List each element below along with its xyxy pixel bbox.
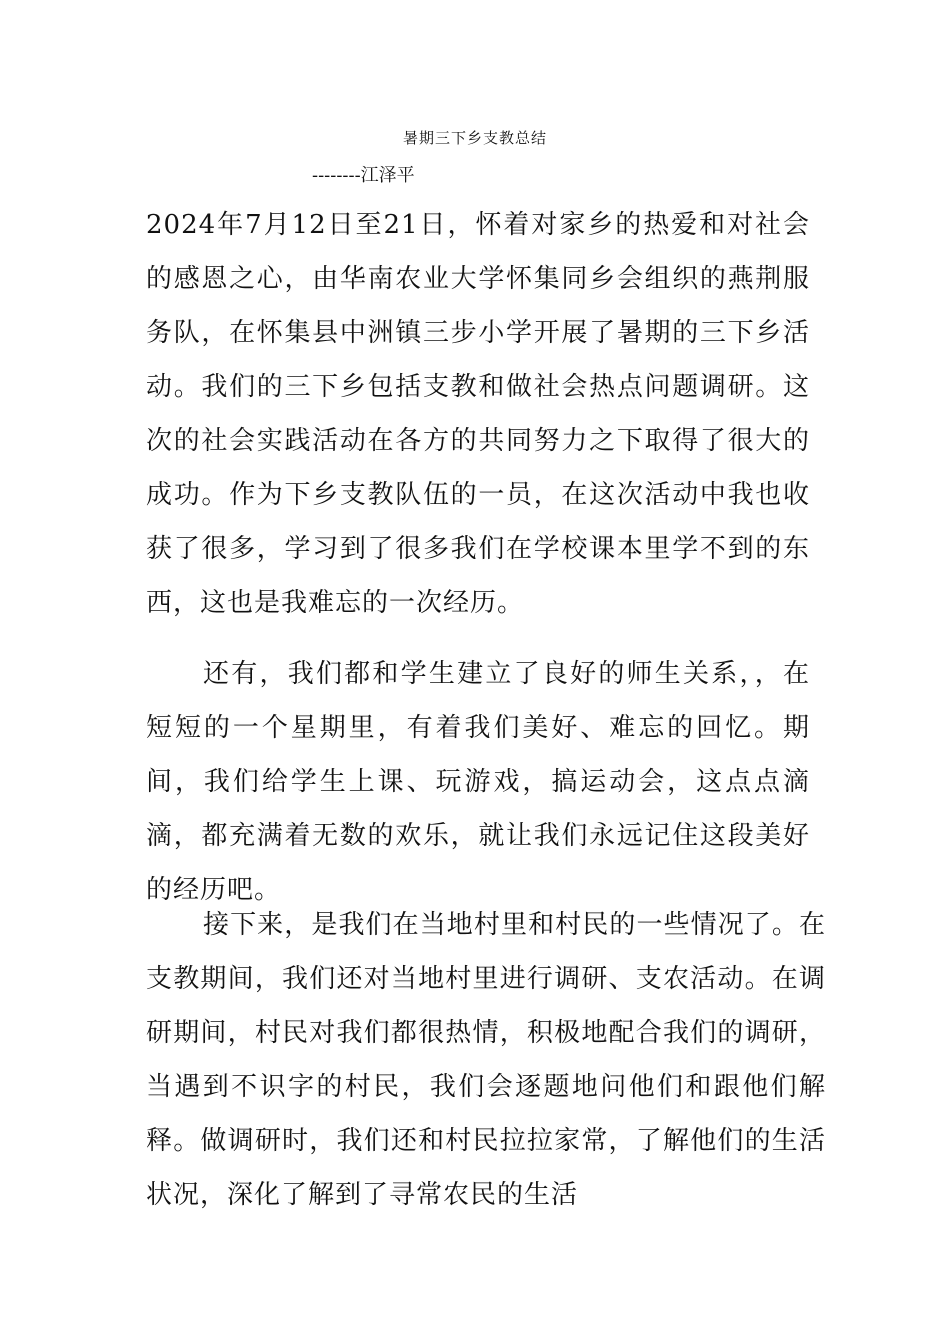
document-author: --------江泽平: [312, 165, 415, 186]
document-title: 暑期三下乡支教总结: [402, 129, 547, 147]
paragraph-1: 2024年7月12日至21日，怀着对家乡的热爱和对社会的感恩之心，由华南农业大学怀集同乡会组织的燕荆服务队，在怀集县中洲镇三步小学开展了暑期的三下乡活动。我们的三下乡包括支教和做社会热点问题调研。这次的社会实践活动在各方的共同努力之下取得了很大的成功。作为下乡支教队伍的一员，在这次活动中我也收获了很多，学习到了很多我们在学校课本里学不到的东西，这也是我难忘的一次经历。: [146, 210, 810, 618]
paragraph-2: 还有，我们都和学生建立了良好的师生关系，，在短短的一个星期里，有着我们美好、难忘的回忆。期间，我们给学生上课、玩游戏，搞运动会，这点点滴滴，都充满着无数的欢乐，就让我们永远记住这段美好的经历吧。: [146, 659, 810, 905]
paragraph-3: 接下来，是我们在当地村里和村民的一些情况了。在支教期间，我们还对当地村里进行调研、支农活动。在调研期间，村民对我们都很热情，积极地配合我们的调研，当遇到不识字的村民，我们会逐题地问他们和跟他们解释。做调研时，我们还和村民拉拉家常，了解他们的生活状况，深化了解到了寻常农民的生活: [146, 910, 826, 1210]
